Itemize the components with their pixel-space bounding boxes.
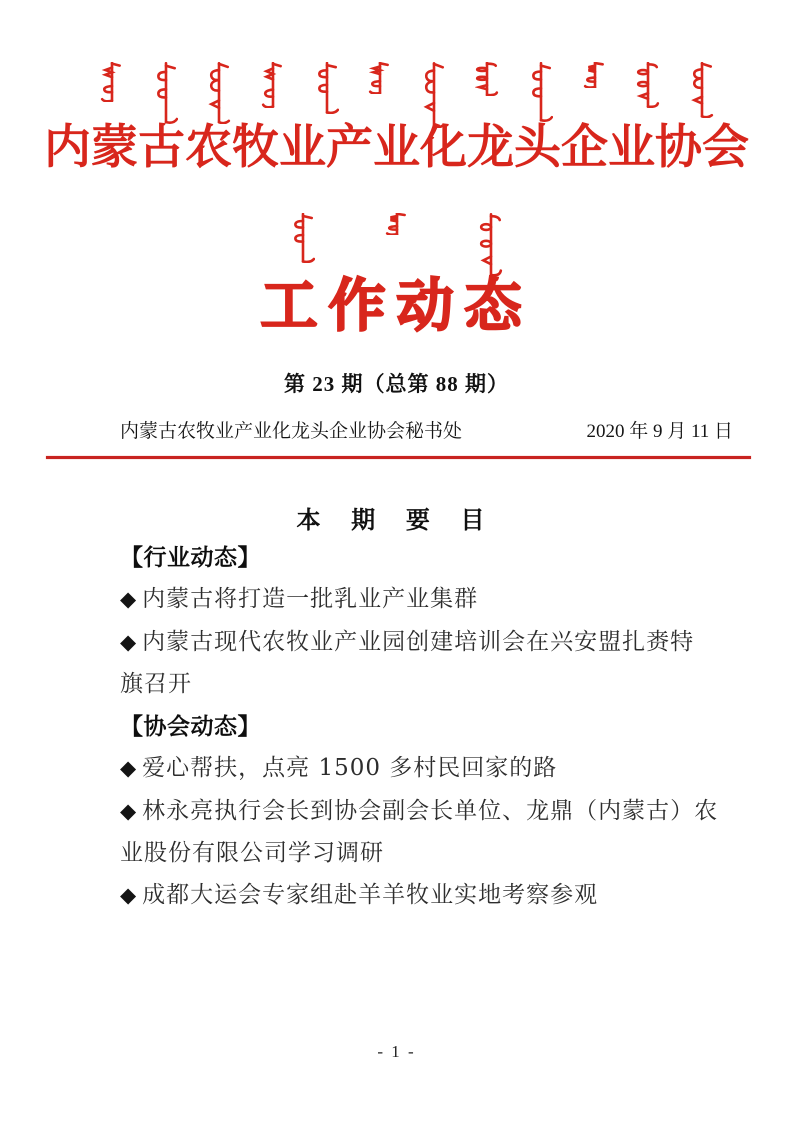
- mongolian-word-icon: [422, 62, 446, 128]
- toc-item-continuation: [120, 832, 733, 874]
- mongolian-word-icon: [291, 213, 315, 263]
- issue-number: 第 23 期（总第 88 期）: [284, 372, 509, 396]
- red-divider: [46, 456, 751, 459]
- mongolian-script-row-top: [100, 62, 714, 128]
- toc-item-text: 爱心帮扶，点亮 1500 多村民回家的路: [142, 755, 558, 782]
- toc-item: [120, 578, 733, 620]
- toc-item-text: 林永亮执行会长到协会副会长单位、龙鼎（内蒙古）农: [142, 797, 719, 824]
- mongolian-word-icon: [479, 213, 503, 277]
- mongolian-word-icon: [529, 62, 553, 122]
- diamond-bullet-icon: ◆: [120, 587, 137, 612]
- page-number: - 1 -: [377, 1042, 416, 1061]
- toc-item: [120, 621, 733, 663]
- diamond-bullet-icon: ◆: [120, 798, 137, 823]
- mongolian-word-icon: [690, 62, 714, 118]
- mongolian-word-icon: [261, 62, 285, 108]
- toc-item: [120, 790, 733, 832]
- toc-heading: 本 期 要 目: [296, 507, 497, 534]
- mongolian-word-icon: [100, 62, 124, 102]
- publisher-name: 内蒙古农牧业产业化龙头企业协会秘书处: [120, 421, 463, 442]
- mongolian-word-icon: [385, 213, 409, 235]
- toc-item-text: 旗召开: [120, 670, 192, 697]
- toc: [120, 536, 733, 917]
- toc-item: [120, 747, 733, 789]
- section-label-industry: 【行业动态】: [120, 544, 261, 570]
- mongolian-word-icon: [207, 62, 231, 124]
- toc-item-text: 业股份有限公司学习调研: [120, 840, 384, 867]
- mongolian-word-icon: [154, 62, 178, 124]
- section-label-association: 【协会动态】: [120, 713, 261, 740]
- mongolian-word-icon: [636, 62, 660, 108]
- toc-item-text: 内蒙古现代农牧业产业园创建培训会在兴安盟扎赉特: [142, 628, 695, 655]
- toc-item-text: 成都大运会专家组赴羊羊牧业实地考察参观: [142, 882, 599, 909]
- bulletin-title: 工作动态: [260, 275, 533, 338]
- diamond-bullet-icon: ◆: [120, 629, 137, 654]
- toc-item-text: 内蒙古将打造一批乳业产业集群: [142, 586, 479, 613]
- mongolian-script-row-middle: [0, 213, 793, 277]
- diamond-bullet-icon: ◆: [120, 883, 137, 908]
- mongolian-word-icon: [583, 62, 607, 88]
- org-title: 内蒙古农牧业产业化龙头企业协会: [44, 122, 749, 174]
- toc-item-continuation: [120, 663, 733, 705]
- mongolian-word-icon: [368, 62, 392, 94]
- publisher-line: [0, 416, 793, 443]
- mongolian-word-icon: [475, 62, 499, 96]
- issue-date: 2020 年 9 月 11 日: [586, 421, 733, 442]
- diamond-bullet-icon: ◆: [120, 756, 137, 781]
- mongolian-word-icon: [315, 62, 339, 114]
- toc-item: [120, 874, 733, 916]
